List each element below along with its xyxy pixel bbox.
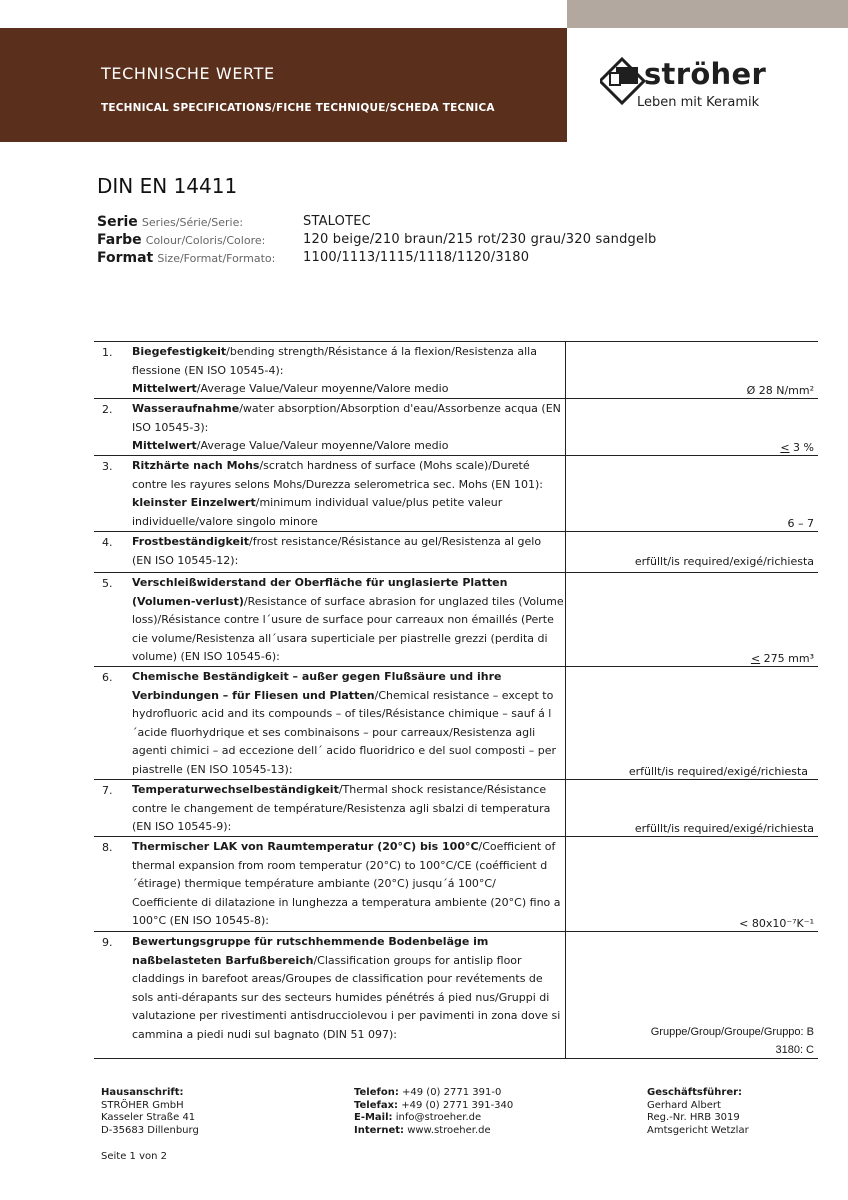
footer-contact: [354, 1087, 513, 1137]
spec-number: 7.: [102, 784, 113, 797]
spec-row: [94, 531, 818, 572]
spec-subtitle: Mittelwert: [132, 439, 197, 453]
stroeher-logo: [600, 55, 820, 117]
spec-value: [751, 652, 814, 665]
spec-text: /Thermal shock resistance/Résistance contre le changement de température/Resistenza agli sbalzi di temperatura (EN ISO 10545-9):: [132, 783, 551, 834]
header-banner: [0, 28, 567, 142]
spec-title: Bewertungsgruppe für rutschhemmende Bodenbeläge im naßbelasteten Barfußbereich: [132, 935, 489, 967]
meta-label-sub: Size/Format/Formato:: [157, 252, 276, 265]
spec-description: [132, 532, 564, 570]
document-title: DIN EN 14411: [97, 174, 238, 198]
spec-text: /water absorption/Absorption d'eau/Assorbenze acqua (EN ISO 10545-3):: [132, 402, 561, 434]
spec-row: [94, 455, 818, 531]
spec-row: [94, 572, 818, 666]
footer-line: Amtsgericht Wetzlar: [647, 1124, 749, 1136]
spec-title: Frostbeständigkeit: [132, 535, 250, 548]
footer-contact-label: Telefax:: [354, 1099, 399, 1111]
meta-value-serie: STALOTEC: [303, 214, 371, 229]
spec-row: [94, 341, 818, 398]
spec-value: Gruppe/Group/Groupe/Gruppo: B: [650, 1026, 814, 1038]
spec-subtitle: kleinster Einzelwert: [132, 496, 256, 510]
footer-phone: +49 (0) 2771 391-0: [398, 1087, 502, 1098]
meta-label: Format: [97, 250, 154, 266]
value-column-divider: [565, 456, 566, 531]
spec-description: [132, 932, 564, 1045]
meta-label: Serie: [97, 214, 138, 230]
spec-description: [132, 780, 564, 837]
spec-description: [132, 456, 564, 531]
spec-title: Temperaturwechselbeständigkeit: [132, 783, 339, 796]
spec-text: /Coefficient of thermal expansion from room temperatur (20°C) to 100°C/CE (coéfficient d´étirage) thermique température ambiante (20°C) jusqu´á 100°C/ Coefficiente di dilatazione in lunghezza a temperatura ambiente (20°C) fino a 100°C (EN ISO 10545-8):: [132, 840, 561, 928]
spec-row: [94, 779, 818, 836]
value-column-divider: [565, 667, 566, 779]
spec-title: Wasseraufnahme: [132, 402, 240, 415]
value-column-divider: [565, 780, 566, 836]
meta-row-format: [97, 250, 737, 268]
spec-value: Ø 28 N/mm²: [746, 384, 814, 397]
spec-description: [132, 837, 564, 931]
meta-row-serie: [97, 214, 737, 232]
footer-contact-label: Telefon:: [354, 1087, 399, 1098]
footer-heading: Geschäftsführer:: [647, 1087, 743, 1098]
spec-title: Chemische Beständigkeit – außer gegen Flußsäure und ihre Verbindungen – für Fliesen und Platten: [132, 670, 502, 702]
spec-number: 8.: [102, 841, 113, 854]
spec-subtext: /minimum individual value/plus petite valeur individuelle/valore singolo minore: [132, 496, 503, 528]
spec-number: 9.: [102, 936, 113, 949]
spec-value: erfüllt/is required/exigé/richiesta: [634, 822, 814, 835]
footer-line: STRÖHER GmbH: [101, 1099, 184, 1111]
footer-line: Gerhard Albert: [647, 1099, 721, 1111]
spec-value: 6 – 7: [787, 517, 814, 530]
spec-number: 1.: [102, 346, 113, 359]
footer-line: D-35683 Dillenburg: [101, 1124, 199, 1136]
value-prefix: <: [780, 441, 790, 454]
value-text: 275 mm³: [760, 652, 814, 665]
value-column-divider: [565, 399, 566, 455]
meta-value-format: 1100/1113/1115/1118/1120/3180: [303, 250, 530, 265]
footer-heading: Hausanschrift:: [101, 1087, 184, 1098]
footer-line: Kasseler Straße 41: [101, 1112, 196, 1123]
footer-fax: +49 (0) 2771 391-340: [398, 1099, 514, 1111]
spec-value-secondary: 3180: C: [775, 1044, 814, 1056]
spec-description: [132, 399, 564, 456]
spec-value: erfüllt/is required/exigé/richiesta: [634, 555, 814, 568]
spec-subtitle: Mittelwert: [132, 382, 197, 396]
spec-description: [132, 342, 564, 399]
logo-wordmark: ströher: [644, 57, 767, 91]
spec-subtext: /Average Value/Valeur moyenne/Valore medio: [196, 382, 449, 396]
meta-label: Farbe: [97, 232, 142, 248]
spec-title: Thermischer LAK von Raumtemperatur (20°C) bis 100°C: [132, 840, 479, 853]
meta-label-sub: Colour/Coloris/Colore:: [145, 234, 266, 247]
spec-title: Verschleißwiderstand der Oberfläche für unglasierte Platten (Volumen-verlust): [132, 576, 508, 608]
spec-row: [94, 666, 818, 779]
spec-description: [132, 573, 564, 667]
spec-number: 2.: [102, 403, 113, 416]
spec-value: erfüllt/is required/exigé/richiesta: [628, 765, 808, 778]
spec-text: /scratch hardness of surface (Mohs scale)/Dureté contre les rayures selons Mohs/Durezza selerometrica sec. Mohs (EN 101):: [132, 459, 543, 491]
value-column-divider: [565, 932, 566, 1058]
page-title: TECHNISCHE WERTE: [101, 64, 275, 83]
value-column-divider: [565, 342, 566, 398]
value-text: 3 %: [789, 441, 814, 454]
logo-tagline: Leben mit Keramik: [637, 95, 760, 110]
value-column-divider: [565, 837, 566, 931]
spec-number: 5.: [102, 577, 113, 590]
meta-label-sub: Series/Série/Serie:: [141, 216, 244, 229]
spec-number: 3.: [102, 460, 113, 473]
footer-email-link[interactable]: info@stroeher.de: [392, 1112, 482, 1123]
meta-value-farbe: 120 beige/210 braun/215 rot/230 grau/320 sandgelb: [303, 232, 657, 247]
value-prefix: <: [750, 652, 761, 665]
spec-table: [94, 341, 818, 1059]
product-meta: [97, 214, 737, 268]
spec-row: [94, 836, 818, 931]
page-number: Seite 1 von 2: [101, 1151, 167, 1162]
spec-subtext: /Average Value/Valeur moyenne/Valore medio: [196, 439, 449, 453]
value-column-divider: [565, 532, 566, 572]
footer-website-link[interactable]: www.stroeher.de: [404, 1124, 491, 1136]
header-accent-strip: [567, 0, 848, 28]
spec-text: /Chemical resistance – except to hydrofluoric acid and its compounds – of tiles/Résistance chimique – sauf á l´acide fluorhydrique et ses combinaisons – pour carreaux/Resistenza agli agenti chimici – ad eccezione dell´ acido fluoridrico e del suol composti – per piastrelle (EN ISO 10545-13):: [132, 688, 556, 776]
meta-row-farbe: [97, 232, 737, 250]
spec-number: 6.: [102, 671, 113, 684]
spec-text: /Resistance of surface abrasion for unglazed tiles (Volume loss)/Résistance contre l´usure de surface pour carreaux non émaillés (Perte cie volume/Resistenza all´usara superticiale per piastrelle grezzi (perdita di volume) (EN ISO 10545-6):: [132, 594, 564, 664]
page-subtitle: TECHNICAL SPECIFICATIONS/FICHE TECHNIQUE/SCHEDA TECNICA: [101, 102, 495, 114]
footer-management: [647, 1087, 749, 1137]
spec-value: [780, 441, 814, 454]
spec-row: [94, 398, 818, 455]
footer-contact-label: E-Mail:: [354, 1112, 393, 1123]
spec-text: /Classification groups for antislip floor claddings in barefoot areas/Groupes de classification pour revétements de sols anti-dérapants sur des secteurs humides pénétrés á pied nus/Gruppi di valutazione per rivestimenti antisdrucciolevou i per pavimenti in zona dove si cammina a piedi nudi sul bagnato (DIN 51 097):: [132, 953, 561, 1041]
spec-title: Ritzhärte nach Mohs: [132, 459, 260, 472]
footer-contact-label: Internet:: [354, 1124, 405, 1136]
spec-description: [132, 667, 564, 780]
footer-address: [101, 1087, 199, 1137]
spec-row: [94, 931, 818, 1059]
footer-line: Reg.-Nr. HRB 3019: [647, 1112, 740, 1123]
spec-text: /bending strength/Résistance á la flexion/Resistenza alla flessione (EN ISO 10545-4):: [132, 345, 537, 377]
spec-number: 4.: [102, 536, 113, 549]
value-column-divider: [565, 573, 566, 666]
spec-value: < 80x10⁻⁷K⁻¹: [739, 917, 814, 930]
spec-text: /frost resistance/Résistance au gel/Resistenza al gelo (EN ISO 10545-12):: [132, 535, 542, 567]
spec-title: Biegefestigkeit: [132, 345, 227, 358]
